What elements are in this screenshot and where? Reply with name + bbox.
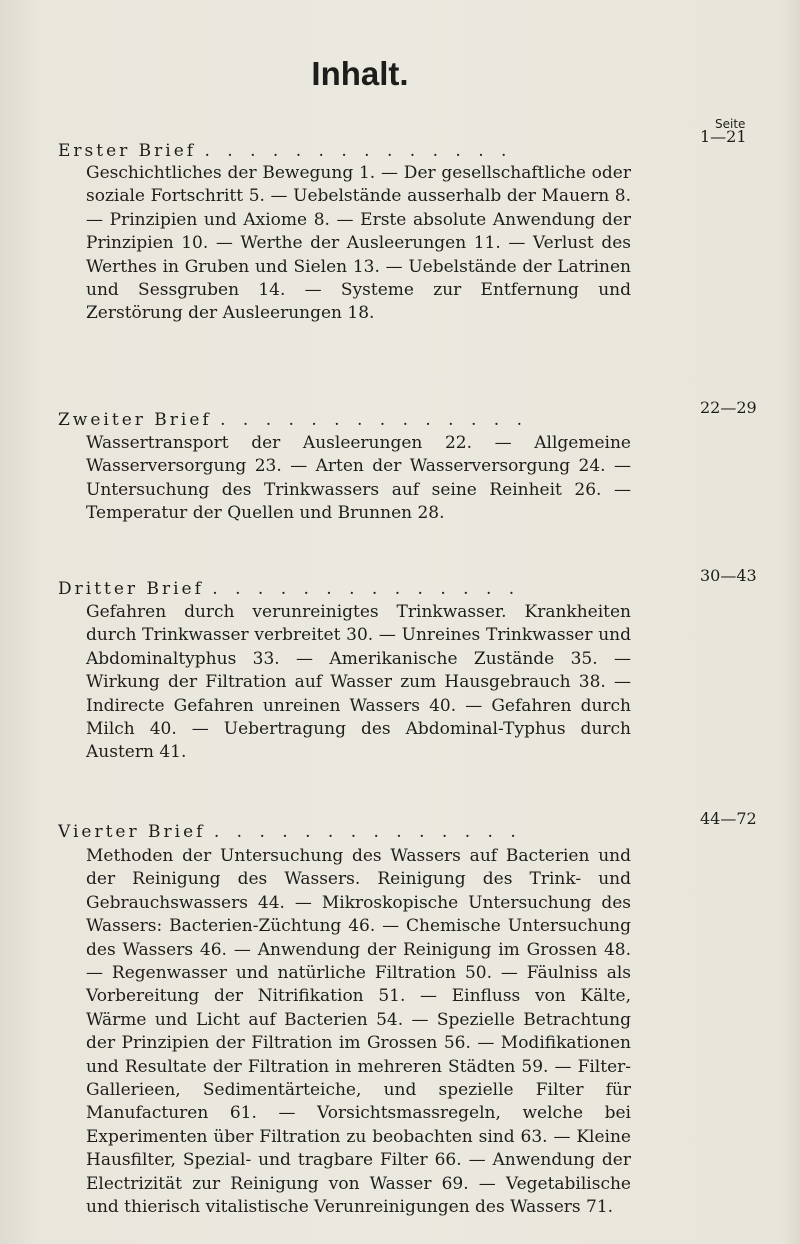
leader-dots: . . . . . . . . . . . . . . (212, 579, 521, 599)
letter-title: Vierter Brief (58, 822, 206, 842)
letter-pages-2: 22—29 (700, 398, 757, 417)
letter-title: Zweiter Brief (58, 410, 212, 430)
letter-heading-4 (58, 822, 578, 844)
letter-contents-4: Methoden der Untersuchung des Wassers auf Bacterien und der Reinigung des Wassers. Reinigung des Trink- und Gebrauchswassers 44. — Mikroskopische Untersuchung des Wassers: Bacterien-Züchtung 46. — Chemische Untersuchung des Wassers 46. — Anwendung der Reinigung im Grossen 48. — Regenwasser und natürliche Filtration 50. — Fäulniss als Vorbereitung der Nitrifikation 51. — Einfluss von Kälte, Wärme und Licht auf Bacterien 54. — Spezielle Betrachtung der Prinzipien der Filtration im Grossen 56. — Modifikationen und Resultate der Filtration in mehreren Städten 59. — Filter-Gallerieen, Sedimentärteiche, und spezielle Filter für Manufacturen 61. — Vorsichtsmassregeln, welche bei Experimenten über Filtration zu beobachten sind 63. — Kleine Hausfilter, Spezial- und tragbare Filter 66. — Anwendung der Electrizität zur Reinigung von Wasser 69. — Vegetabilische und thierisch vitalistische Verunreinigungen des Wassers 71. (86, 846, 631, 1218)
letter-pages-1: 1—21 (700, 127, 747, 146)
letter-contents-1: Geschichtliches der Bewegung 1. — Der gesellschaftliche oder soziale Fortschritt 5. — Uebelstände ausserhalb der Mauern 8. — Prinzipien und Axiome 8. — Erste absolute Anwendung der Prinzipien 10. — Werthe der Ausleerungen 11. — Verlust des Werthes in Gruben und Sielen 13. — Uebelstände der Latrinen und Sessgruben 14. — Systeme zur Entfernung und Zerstörung der Ausleerungen 18. (86, 163, 631, 324)
letter-contents-3: Gefahren durch verunreinigtes Trinkwasser. Krankheiten durch Trinkwasser verbreitet 30. — Unreines Trinkwasser und Abdominaltyphus 33. — Amerikanische Zustände 35. — Wirkung der Filtration auf Wasser zum Hausgebrauch 38. — Indirecte Gefahren unreinen Wassers 40. — Gefahren durch Milch 40. — Uebertragung des Abdominal-Typhus durch Austern 41. (86, 602, 631, 763)
leader-dots: . . . . . . . . . . . . . . (204, 141, 513, 161)
letter-heading-2 (58, 410, 578, 432)
page-column-label: Seite (715, 117, 746, 131)
letter-heading-1 (58, 141, 578, 163)
letter-pages-3: 30—43 (700, 566, 757, 585)
letter-heading-3 (58, 579, 578, 601)
letter-title: Dritter Brief (58, 579, 204, 599)
leader-dots: . . . . . . . . . . . . . . (220, 410, 529, 430)
leader-dots: . . . . . . . . . . . . . . (213, 822, 522, 842)
letter-pages-4: 44—72 (700, 809, 757, 828)
letter-contents-2: Wassertransport der Ausleerungen 22. — Allgemeine Wasserversorgung 23. — Arten der Wasserversorgung 24. — Untersuchung des Trinkwassers auf seine Reinheit 26. — Temperatur der Quellen und Brunnen 28. (86, 433, 631, 524)
page-title: Inhalt. (311, 55, 409, 92)
letter-title: Erster Brief (58, 141, 197, 161)
